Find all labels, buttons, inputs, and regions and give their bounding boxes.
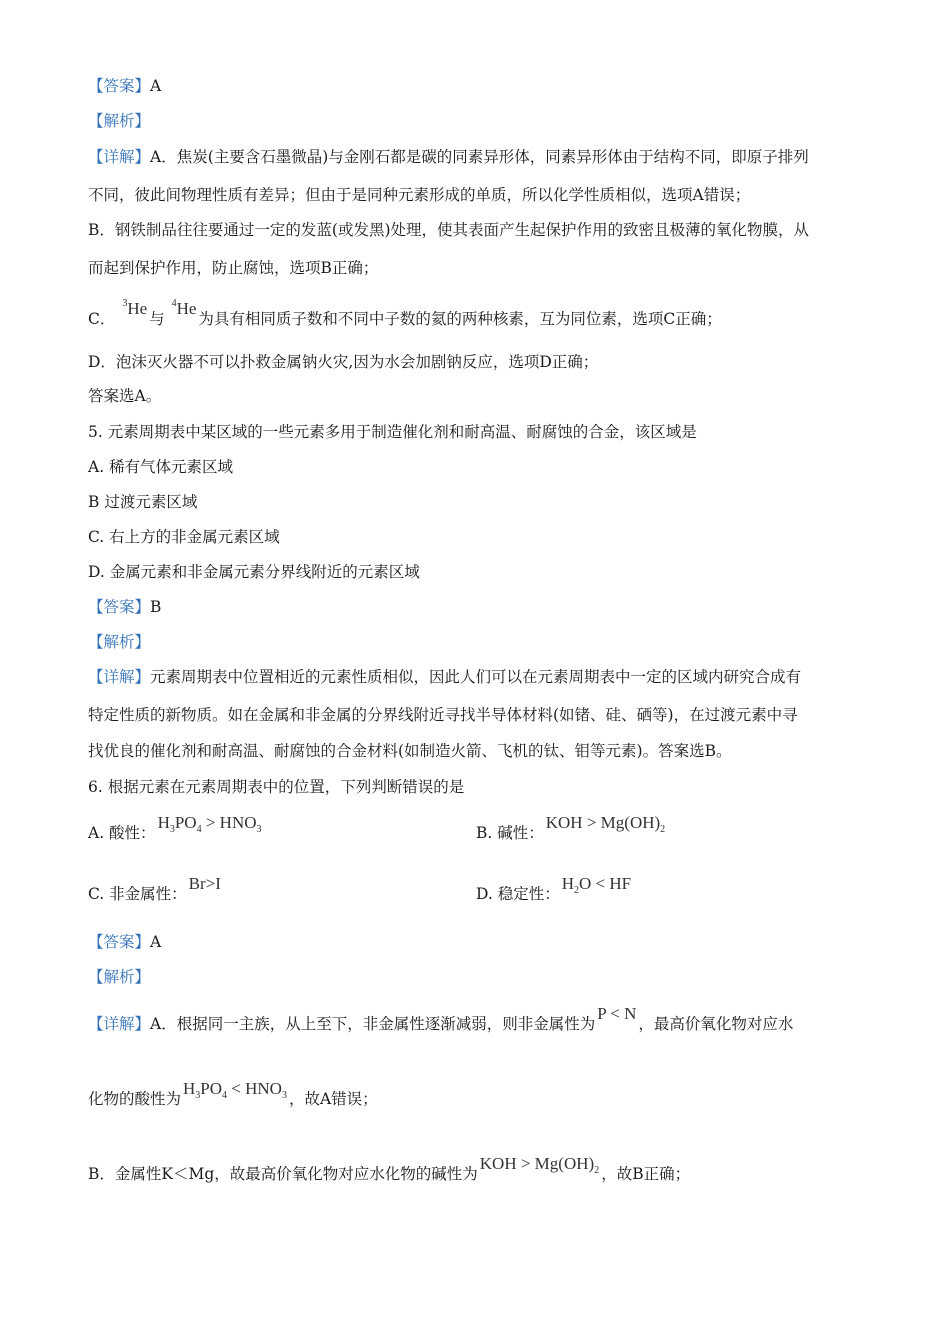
q6-detail-b-line <box>88 1154 691 1191</box>
formula-subscript: 3 <box>169 824 175 835</box>
q4-detail-d-text: D．泡沫灭火器不可以扑救金属钠火灾,因为水会加剧钠反应，选项D正确； <box>88 353 599 371</box>
helium-3-formula <box>122 294 147 319</box>
q5-option-a <box>88 457 233 477</box>
q6-detail-tag: 【详解】 <box>88 1015 151 1033</box>
q6-option-d <box>476 874 633 911</box>
formula-part: KOH > Mg(OH) <box>545 813 661 832</box>
q4-detail-b-text-2: 而起到保护作用，防止腐蚀，选项B正确； <box>88 259 379 277</box>
formula-subscript: 3 <box>195 1090 201 1101</box>
q4-analysis-line <box>88 111 150 131</box>
q5-stem-text: 5. 元素周期表中某区域的一些元素多用于制造催化剂和耐高温、耐腐蚀的合金，该区域是 <box>88 423 697 441</box>
formula-subscript: 4 <box>196 824 202 835</box>
q6-detail-a-text-4: ，故A错误； <box>288 1090 378 1108</box>
q6-option-c-formula: Br>I <box>188 874 221 893</box>
q5-detail-tag: 【详解】 <box>88 668 151 686</box>
q6-option-d-formula <box>562 874 631 901</box>
q4-detail-a-text-2: 不同，彼此间物理性质有差异；但由于是同种元素形成的单质，所以化学性质相似，选项A错误； <box>88 186 751 204</box>
q4-detail-c-line <box>88 298 722 329</box>
q4-conclusion-line <box>88 386 161 406</box>
q4-answer-value: A <box>150 77 162 95</box>
q6-detail-a-line-2 <box>88 1079 378 1116</box>
q4-detail-a-line-2 <box>88 185 750 205</box>
q6-detail-a-text-3: 化物的酸性为 <box>88 1090 182 1108</box>
q6-detail-a3-formula <box>183 1079 287 1106</box>
formula-part: H <box>183 1079 196 1098</box>
q6-detail-a-line-1 <box>88 1004 794 1034</box>
q4-detail-c-suffix: 为具有相同质子数和不同中子数的氦的两种核素，互为同位素，选项C正确； <box>198 310 722 328</box>
q5-detail-line-1 <box>88 667 801 687</box>
q5-option-c-text: C. 右上方的非金属元素区域 <box>88 528 280 546</box>
q5-answer-tag: 【答案】 <box>88 598 151 616</box>
q6-option-b-label: B. 碱性： <box>476 824 544 842</box>
q6-answer-value: A <box>150 933 162 951</box>
formula-part: PO <box>174 813 197 832</box>
q6-detail-a-text-1: A．根据同一主族，从上至下，非金属性逐渐减弱，则非金属性为 <box>150 1015 596 1033</box>
q6-option-b <box>476 813 667 850</box>
helium-3-symbol: He <box>127 299 148 318</box>
q4-conclusion-text: 答案选A。 <box>88 387 162 405</box>
q6-detail-a-text-2: ，最高价氧化物对应水 <box>638 1015 794 1033</box>
formula-part: PO <box>200 1079 223 1098</box>
q6-option-b-formula <box>546 813 665 840</box>
q6-option-a-formula <box>158 813 262 840</box>
q5-stem <box>88 422 697 442</box>
q5-option-d-text: D. 金属元素和非金属元素分界线附近的元素区域 <box>88 563 420 581</box>
q5-detail-text-2: 特定性质的新物质。如在金属和非金属的分界线附近寻找半导体材料(如锗、硅、硒等)，在过渡元素中寻 <box>88 706 798 724</box>
q4-detail-tag: 【详解】 <box>88 148 151 166</box>
q4-detail-c-mid: 与 <box>149 310 165 328</box>
q5-answer-line <box>88 597 161 617</box>
q6-answer-line <box>88 932 161 952</box>
q4-detail-b-text-1: B．钢铁制品往往要通过一定的发蓝(或发黑)处理，使其表面产生起保护作用的致密且极薄的氧化物膜，从 <box>88 221 809 239</box>
q4-detail-b-line-1 <box>88 220 809 240</box>
q6-option-c-label: C. 非金属性： <box>88 885 187 903</box>
q5-option-a-text: A. 稀有气体元素区域 <box>88 458 234 476</box>
formula-part: H <box>157 813 170 832</box>
q6-answer-tag: 【答案】 <box>88 933 151 951</box>
q5-analysis-tag: 【解析】 <box>88 633 151 651</box>
helium-4-mass-number: 4 <box>171 298 177 309</box>
q4-answer-line <box>88 76 161 96</box>
formula-part: H <box>561 874 575 893</box>
q5-detail-text-1: 元素周期表中位置相近的元素性质相似，因此人们可以在元素周期表中一定的区域内研究合成有 <box>150 668 802 686</box>
q6-option-d-label: D. 稳定性： <box>476 885 560 903</box>
q6-stem-text: 6. 根据元素在元素周期表中的位置，下列判断错误的是 <box>88 778 465 796</box>
q5-detail-line-3 <box>88 741 732 761</box>
formula-subscript: 2 <box>574 885 580 896</box>
q5-option-b-text: B 过渡元素区域 <box>88 493 198 511</box>
q4-detail-a-line-1 <box>88 147 809 167</box>
q4-analysis-tag: 【解析】 <box>88 112 151 130</box>
q6-option-c <box>88 874 223 904</box>
q5-answer-value: B <box>150 598 162 616</box>
q6-option-a <box>88 813 264 850</box>
formula-subscript: 2 <box>660 824 666 835</box>
q6-analysis-line <box>88 967 150 987</box>
q4-detail-c-prefix: C． <box>88 310 116 328</box>
q5-option-b <box>88 492 197 512</box>
q6-detail-a-formula: P < N <box>597 1004 637 1023</box>
formula-part: > HNO <box>201 813 257 832</box>
formula-subscript: 2 <box>594 1165 600 1176</box>
q6-analysis-tag: 【解析】 <box>88 968 151 986</box>
q6-stem <box>88 777 464 797</box>
q4-detail-b-line-2 <box>88 258 378 278</box>
q4-detail-d-line <box>88 352 598 372</box>
formula-part: O < HF <box>579 874 632 893</box>
q5-analysis-line <box>88 632 150 652</box>
formula-subscript: 3 <box>256 824 262 835</box>
q6-detail-b-formula <box>480 1154 599 1181</box>
q4-detail-a-text-1: A．焦炭(主要含石墨微晶)与金刚石都是碳的同素异形体，同素异形体由于结构不同，即原子排列 <box>150 148 809 166</box>
q5-option-c <box>88 527 280 547</box>
q6-detail-b-text-2: ，故B正确； <box>601 1165 691 1183</box>
helium-4-symbol: He <box>176 299 197 318</box>
formula-part: < HNO <box>227 1079 282 1098</box>
q5-detail-text-3: 找优良的催化剂和耐高温、耐腐蚀的合金材料(如制造火箭、飞机的钛、钼等元素)。答案选B。 <box>88 742 732 760</box>
q5-detail-line-2 <box>88 705 798 725</box>
formula-subscript: 3 <box>281 1090 287 1101</box>
formula-part: KOH > Mg(OH) <box>479 1154 595 1173</box>
helium-4-formula <box>172 294 197 319</box>
helium-3-mass-number: 3 <box>122 298 128 309</box>
q5-option-d <box>88 562 420 582</box>
q4-answer-tag: 【答案】 <box>88 77 151 95</box>
q6-option-a-label: A. 酸性： <box>88 824 156 842</box>
formula-subscript: 4 <box>222 1090 228 1101</box>
q6-detail-b-text-1: B．金属性K＜Mg，故最高价氧化物对应水化物的碱性为 <box>88 1165 478 1183</box>
